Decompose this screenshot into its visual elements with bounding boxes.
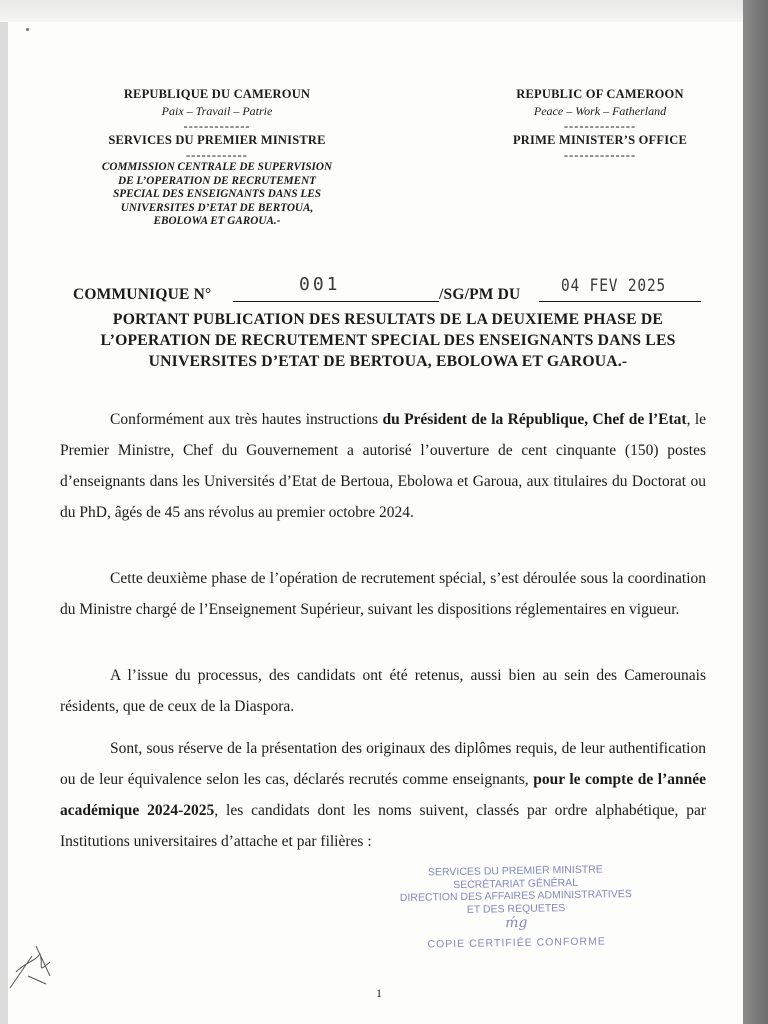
header-left [62, 86, 372, 229]
stamp-initials: ḿg [505, 914, 528, 932]
country-en: REPUBLIC OF CAMEROON [516, 87, 684, 101]
scan-speck [26, 28, 29, 31]
communique-mid: /SG/PM DU [439, 286, 521, 303]
separator: ------------- [183, 119, 251, 133]
date-underline [539, 301, 701, 302]
country-fr: REPUBLIQUE DU CAMEROUN [123, 87, 311, 101]
motto-fr: Paix – Travail – Patrie [161, 104, 273, 118]
office-fr: SERVICES DU PREMIER MINISTRE [108, 133, 326, 147]
motto-en: Peace – Work – Fatherland [533, 104, 667, 118]
paragraph-4: Sont, sous réserve de la présentation des originaux des diplômes requis, de leur authentification ou de leur équivalence selon les cas, déclarés recrutés comme enseignants, pour le compte de l’année académique 2024-2025, les candidats dont les noms suivent, classés par ordre alphabétique, par Institutions universitaires d’attache et par filières : [60, 740, 706, 850]
commission-name: COMMISSION CENTRALE DE SUPERVISION DE L’OPERATION DE RECRUTEMENT SPECIAL DES ENSEIGNANTS DANS LES UNIVERSITES D’ETAT DE BERTOUA, EBOLOWA ET GAROUA.- [101, 161, 333, 228]
signature-mark [6, 926, 66, 996]
communique-number: 001 [299, 274, 341, 295]
page-number: 1 [376, 986, 382, 1000]
separator: -------------- [563, 148, 637, 162]
certification-stamp: SERVICES DU PREMIER MINISTRE SECRÉTARIAT GÉNÉRAL DIRECTION DES AFFAIRES ADMINISTRATIVES ET DES REQUETES ḿg COPIE CERTIFIÉE CONFORME [385, 863, 646, 952]
header-right [460, 86, 740, 161]
communique-prefix: COMMUNIQUE N° [73, 286, 212, 303]
communique-reference [73, 274, 713, 308]
scan-top-band [0, 0, 768, 22]
office-en: PRIME MINISTER’S OFFICE [512, 133, 688, 147]
separator: ------------ [186, 148, 248, 162]
paragraph-1: Conformément aux très hautes instructions du Président de la République, Chef de l’Etat, le Premier Ministre, Chef du Gouvernement a autorisé l’ouverture de cent cinquante (150) postes d’enseignants dans les Universités d’Etat de Bertoua, Ebolowa et Garoua, aux titulaires du Doctorat ou du PhD, âgés de 45 ans révolus au premier octobre 2024. [60, 411, 707, 521]
scan-right-edge [743, 0, 768, 1024]
paragraph-2: Cette deuxième phase de l’opération de recrutement spécial, s’est déroulée sous la coordination du Ministre chargé de l’Enseignement Supérieur, suivant les dispositions réglementaires en vigueur. [60, 570, 706, 618]
paragraph-3: A l’issue du processus, des candidats ont été retenus, aussi bien au sein des Camerounais résidents, que de ceux de la Diaspora. [60, 667, 706, 715]
communique-date: 04 FEV 2025 [561, 276, 667, 296]
number-underline [233, 301, 439, 302]
communique-title: PORTANT PUBLICATION DES RESULTATS DE LA DEUXIEME PHASE DE L’OPERATION DE RECRUTEMENT SPECIAL DES ENSEIGNANTS DANS LES UNIVERSITES D’ETAT DE BERTOUA, EBOLOWA ET GAROUA.- [100, 311, 676, 370]
separator: -------------- [563, 119, 637, 133]
